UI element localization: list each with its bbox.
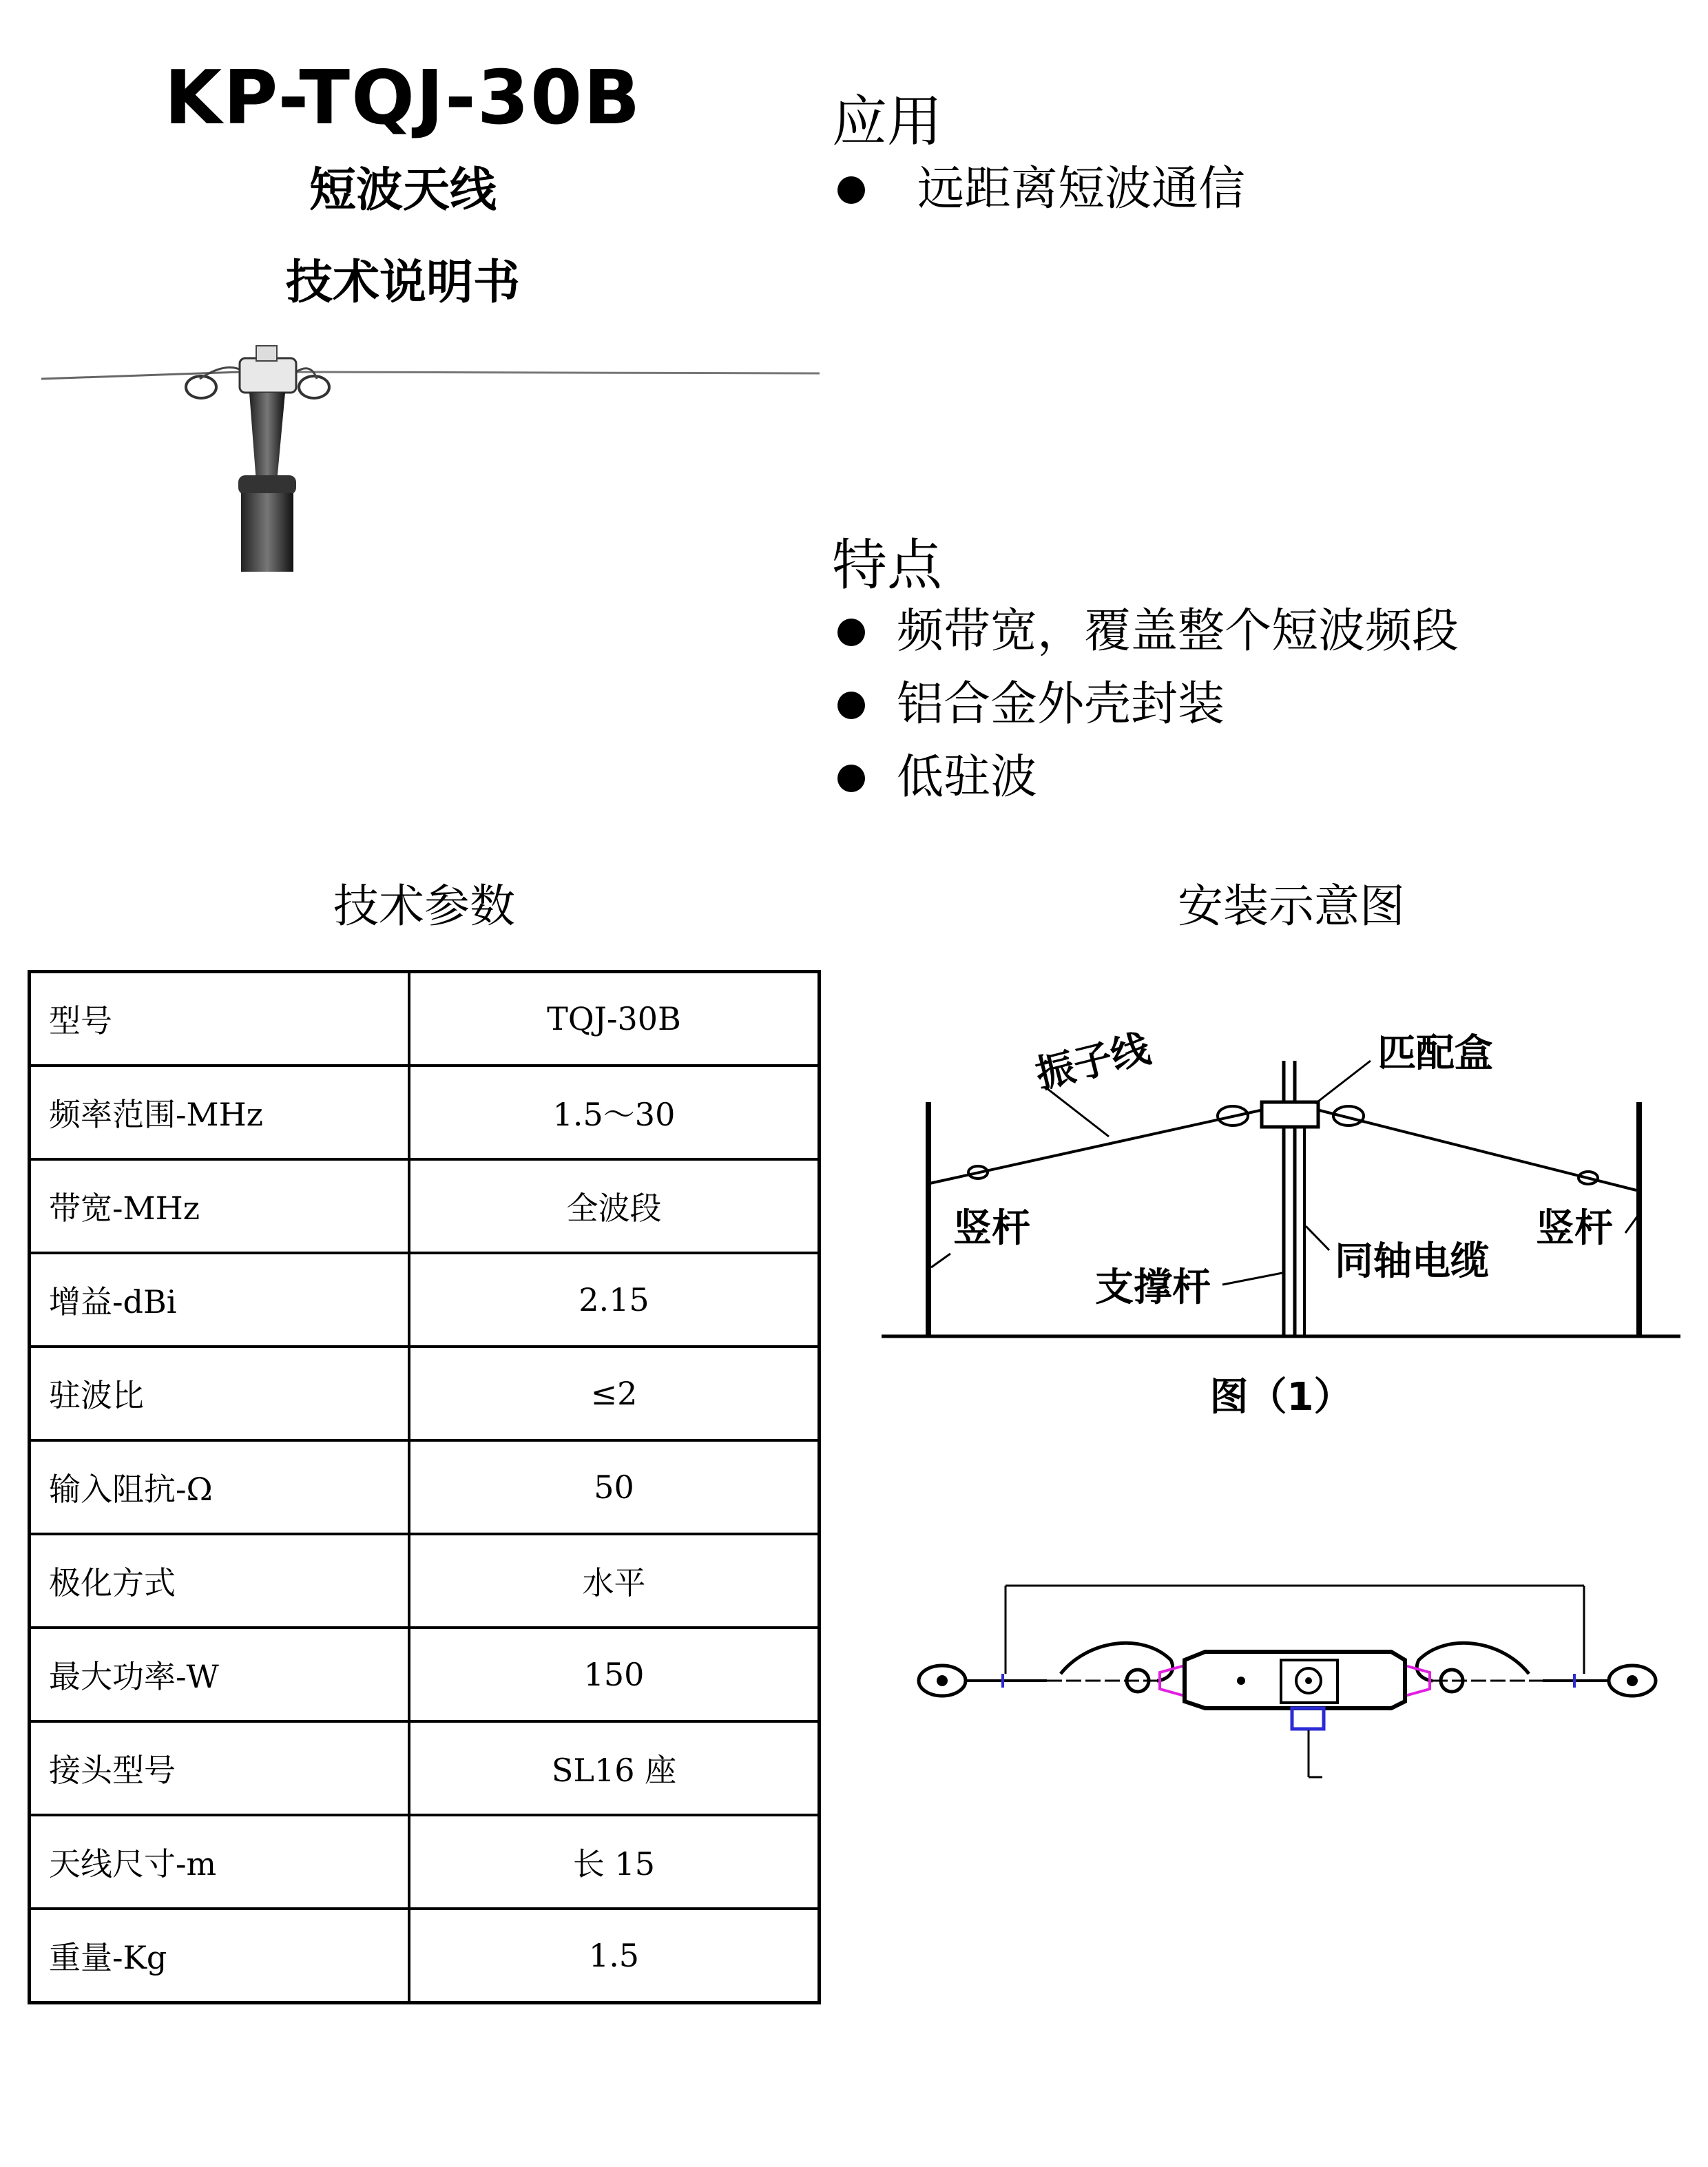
application-list	[835, 153, 1661, 226]
spec-value: TQJ-30B	[409, 972, 820, 1066]
spec-table	[28, 970, 821, 2004]
label-pole-right: 竖杆	[1536, 1206, 1613, 1251]
label-coax-cable: 同轴电缆	[1335, 1239, 1489, 1284]
specs-heading: 技术参数	[333, 880, 515, 933]
spec-label: 极化方式	[30, 1534, 410, 1628]
installation-diagram	[875, 1019, 1687, 1350]
table-row	[30, 1721, 820, 1815]
table-row	[30, 1628, 820, 1721]
table-row	[30, 972, 820, 1066]
antenna-photo	[34, 338, 826, 585]
label-support-rod: 支撑杆	[1095, 1265, 1211, 1310]
spec-label: 输入阻抗-Ω	[30, 1440, 410, 1534]
figure-caption: 图（1）	[1209, 1375, 1353, 1420]
document-title: 技术说明书	[285, 256, 520, 310]
table-row	[30, 1159, 820, 1253]
table-row	[30, 1347, 820, 1440]
table-row	[30, 1253, 820, 1347]
assembly-drawing	[882, 1570, 1680, 1818]
spec-label: 重量-Kg	[30, 1909, 410, 2003]
spec-value: 水平	[409, 1534, 820, 1628]
spec-label: 增益-dBi	[30, 1253, 410, 1347]
table-row	[30, 1909, 820, 2003]
bullet-icon	[837, 176, 865, 204]
label-matching-box: 匹配盒	[1377, 1031, 1493, 1076]
list-item: 低驻波	[835, 741, 1675, 814]
spec-label: 接头型号	[30, 1721, 410, 1815]
spec-value: 150	[409, 1628, 820, 1721]
bullet-icon	[837, 619, 865, 646]
table-row	[30, 1815, 820, 1909]
spec-label: 带宽-MHz	[30, 1159, 410, 1253]
features-heading: 特点	[832, 533, 942, 597]
table-row	[30, 1534, 820, 1628]
label-dipole-wire: 振子线	[1031, 1026, 1155, 1098]
dipole-wire-left	[930, 1110, 1260, 1183]
spec-label: 驻波比	[30, 1347, 410, 1440]
spec-value: 1.5	[409, 1909, 820, 2003]
product-subtitle: 短波天线	[309, 163, 497, 218]
label-pole-left: 竖杆	[953, 1206, 1030, 1251]
spec-value: 50	[409, 1440, 820, 1534]
install-heading: 安装示意图	[1178, 880, 1405, 933]
spec-value: 全波段	[409, 1159, 820, 1253]
application-heading: 应用	[832, 90, 942, 154]
spec-value: SL16 座	[409, 1721, 820, 1815]
table-row	[30, 1440, 820, 1534]
spec-label: 频率范围-MHz	[30, 1066, 410, 1159]
features-list	[835, 595, 1675, 814]
spec-label: 天线尺寸-m	[30, 1815, 410, 1909]
spec-label: 型号	[30, 972, 410, 1066]
list-item: 频带宽，覆盖整个短波频段	[835, 595, 1675, 668]
matching-box	[1262, 1102, 1318, 1127]
list-item: 远距离短波通信	[835, 153, 1661, 226]
spec-value: 2.15	[409, 1253, 820, 1347]
table-row	[30, 1066, 820, 1159]
spec-label: 最大功率-W	[30, 1628, 410, 1721]
spec-value: ≤2	[409, 1347, 820, 1440]
model-title: KP-TQJ-30B	[164, 55, 642, 141]
spec-value: 长 15	[409, 1815, 820, 1909]
list-item: 铝合金外壳封装	[835, 668, 1675, 741]
bullet-icon	[837, 765, 865, 792]
connector	[1292, 1708, 1324, 1729]
dipole-wire-right	[1320, 1110, 1636, 1190]
bullet-icon	[837, 692, 865, 719]
spec-value: 1.5～30	[409, 1066, 820, 1159]
